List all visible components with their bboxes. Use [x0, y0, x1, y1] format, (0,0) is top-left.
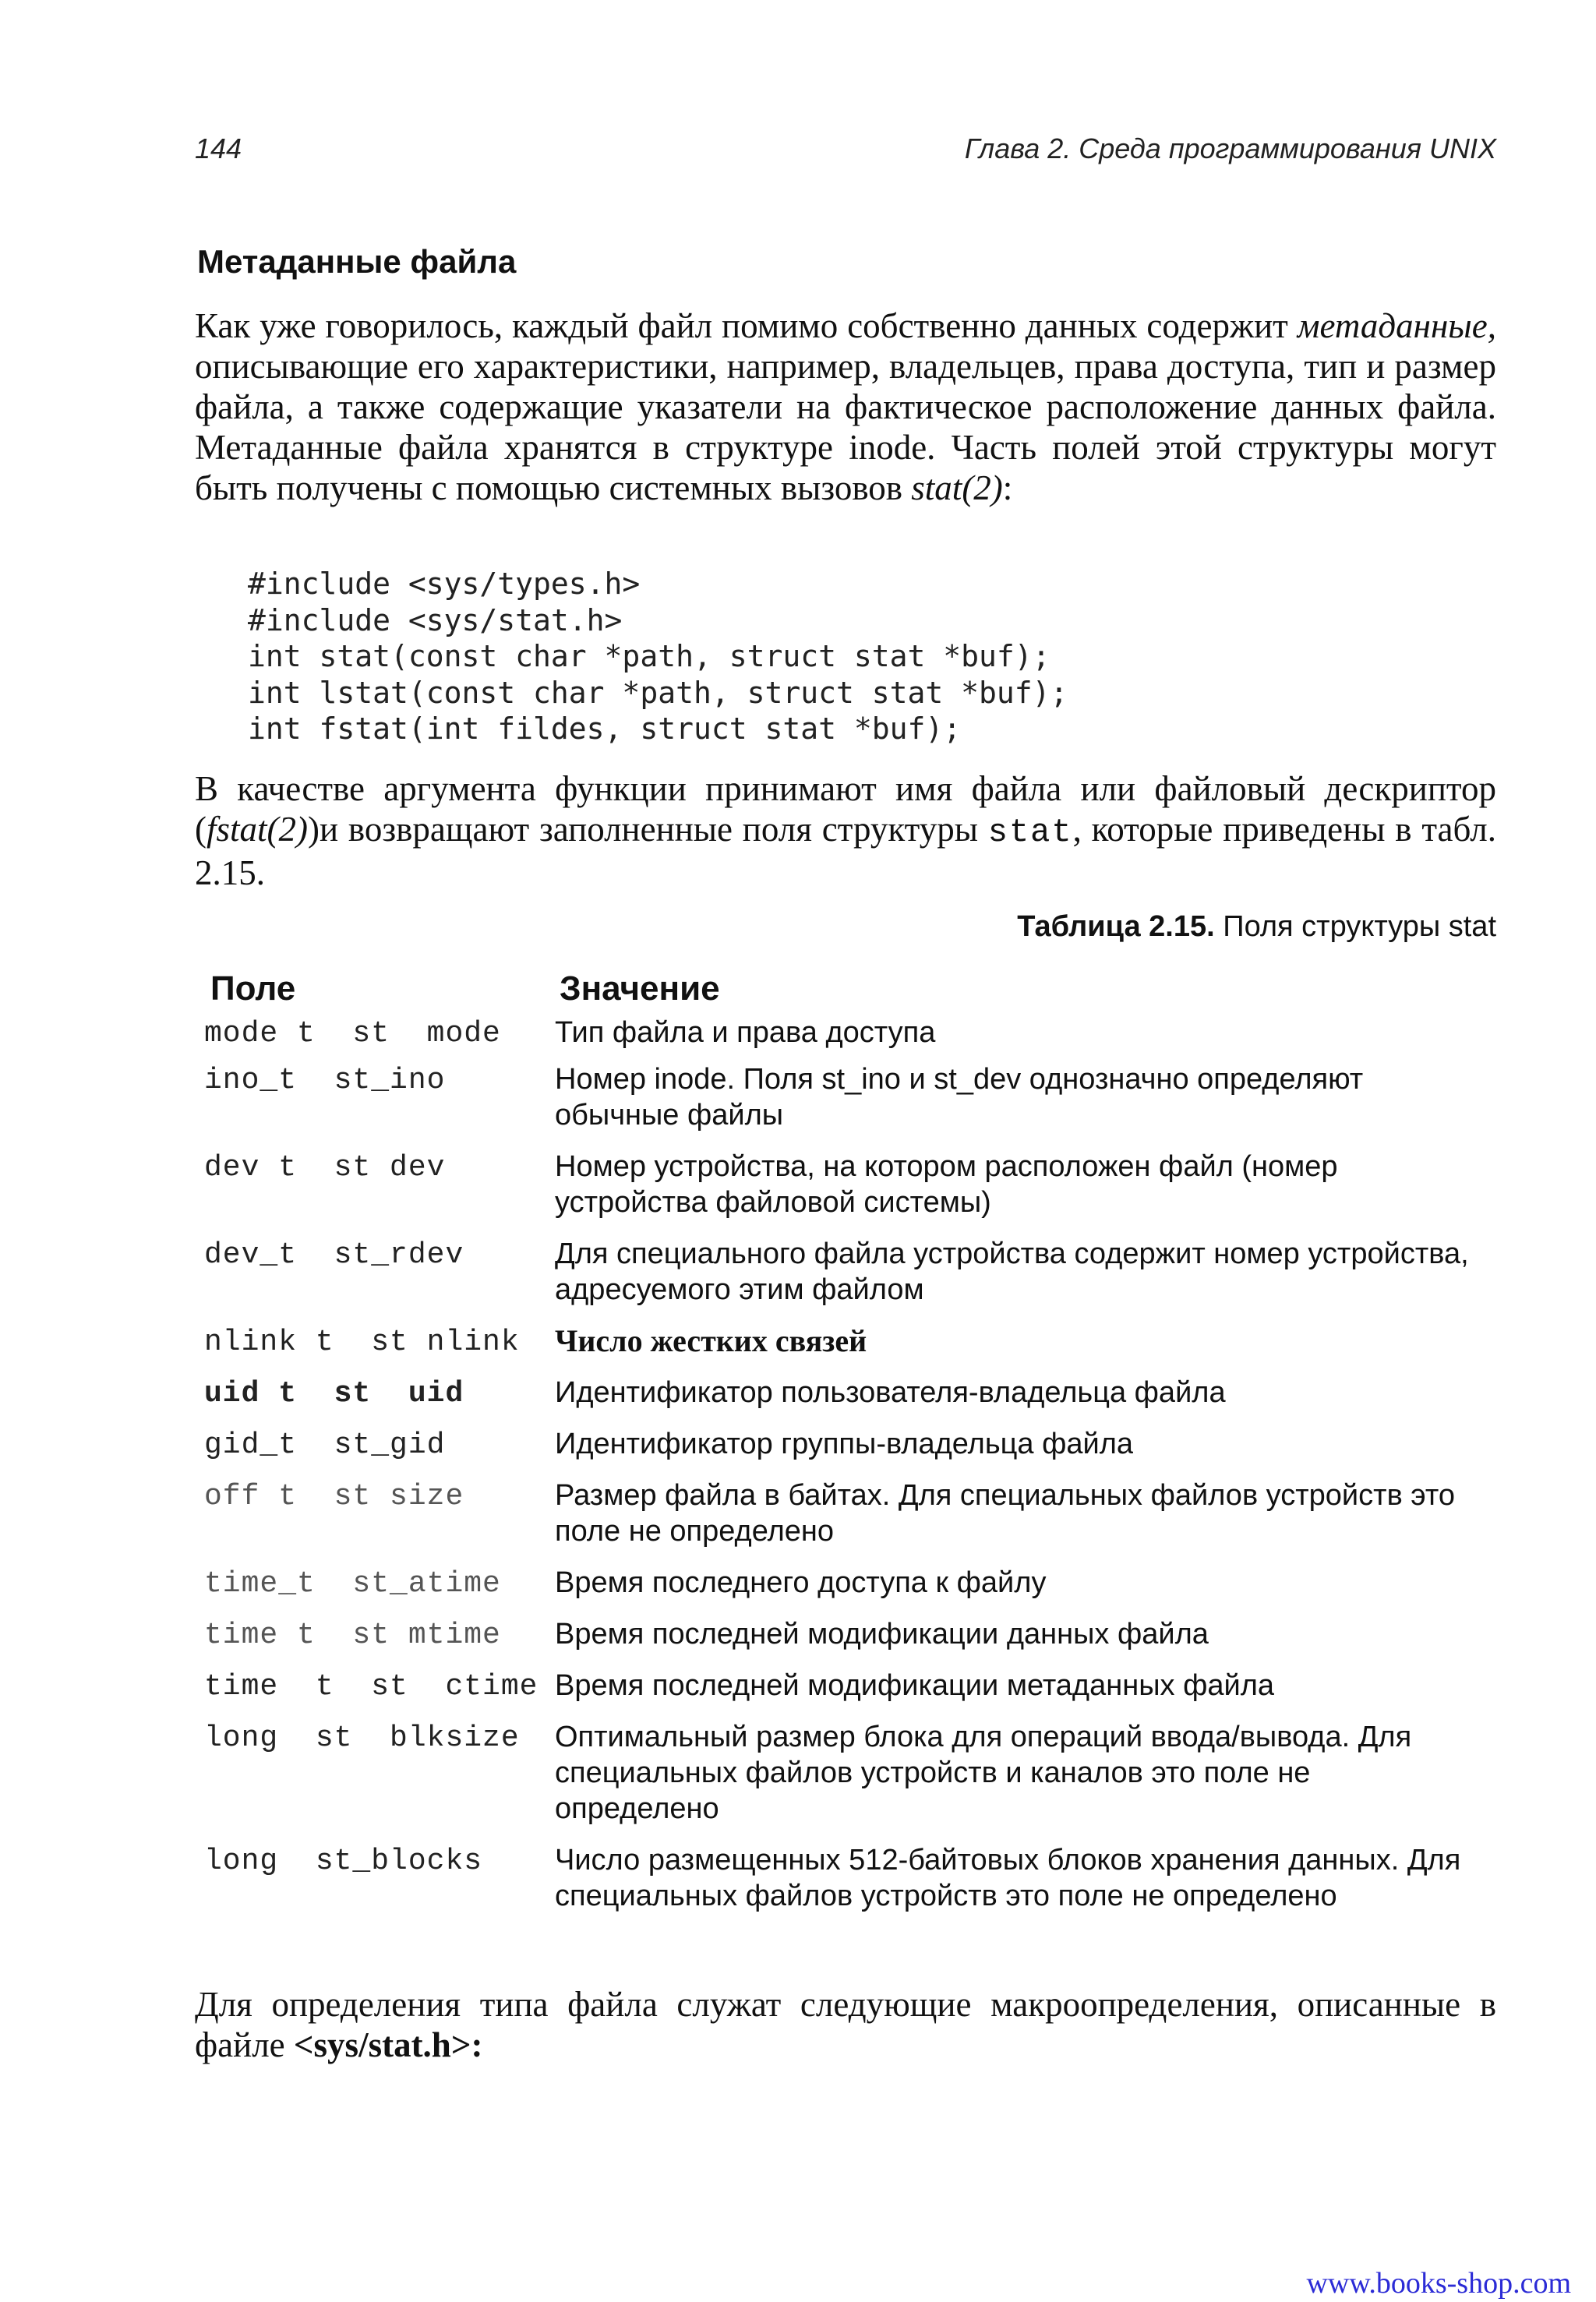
code-line: int stat(const char *path, struct stat *buf); [248, 639, 1050, 673]
table-row [204, 1149, 1498, 1236]
table-row [204, 1375, 1498, 1426]
table-row [204, 1719, 1498, 1842]
field-cell: nlink t st nlink [204, 1326, 520, 1359]
paragraph-text: Как уже говорилось, каждый файл помимо собственно данных содержит [195, 306, 1298, 345]
chapter-title: Глава 2. Среда программирования UNIX [964, 132, 1496, 164]
field-cell: long st_blocks [204, 1845, 483, 1878]
field-cell: time_t st_atime [204, 1567, 501, 1601]
syscall-reference: fstat(2) [207, 810, 308, 849]
table-row [204, 1061, 1498, 1149]
code-line: #include <sys/stat.h> [248, 602, 623, 637]
meaning-cell: Для специального файла устройства содержит номер устройства, адресуемого этим файлом [555, 1238, 1469, 1306]
meaning-cell: Время последнего доступа к файлу [555, 1566, 1047, 1599]
table-caption-label: Таблица 2.15. [1017, 910, 1215, 943]
meaning-cell: Номер inode. Поля st_ino и st_dev однозначно определяют обычные файлы [555, 1063, 1364, 1132]
field-cell: uid t st uid [204, 1377, 464, 1411]
meaning-cell: Тип файла и права доступа [555, 1016, 936, 1049]
meaning-cell: Оптимальный размер блока для операций ввода/вывода. Для специальных файлов устройств и каналов это поле не определено [555, 1721, 1412, 1825]
running-head [195, 125, 1496, 171]
meaning-cell: Идентификатор пользователя-владельца файла [555, 1376, 1226, 1409]
paragraph-text: : [1002, 468, 1013, 507]
field-cell: dev t st dev [204, 1151, 446, 1185]
section-heading: Метаданные файла [197, 243, 517, 280]
meaning-cell: Число жестких связей [555, 1323, 867, 1358]
meaning-cell: Время последней модификации метаданных файла [555, 1669, 1275, 1702]
table-row [204, 1565, 1498, 1616]
meaning-cell: Число размещенных 512-байтовых блоков хранения данных. Для специальных файлов устройств это поле не определено [555, 1844, 1461, 1912]
page-number: 144 [195, 132, 242, 164]
field-cell: time t st mtime [204, 1619, 501, 1652]
meaning-cell: Размер файла в байтах. Для специальных файлов устройств это поле не определено [555, 1479, 1455, 1548]
paragraph-intro [195, 305, 1496, 508]
table-row [204, 1236, 1498, 1323]
emphasized-term: метаданные, [1297, 306, 1496, 345]
meaning-cell: Номер устройства, на котором расположен файл (номер устройства файловой системы) [555, 1150, 1338, 1219]
column-header-meaning: Значение [560, 969, 720, 1008]
field-cell: time t st ctime [204, 1670, 538, 1704]
table-row [204, 1616, 1498, 1668]
table-row [204, 1842, 1498, 1930]
table-row [204, 1478, 1498, 1565]
field-cell: off t st size [204, 1480, 464, 1513]
table-caption [1017, 910, 1496, 944]
paragraph-arguments [195, 768, 1496, 893]
paragraph-text: , которые приведены в табл. 2.15. [195, 810, 1496, 892]
paragraph-text: Для определения типа файла служат следующие макроопределения, описанные в файле [195, 1985, 1496, 2064]
struct-name: stat [987, 814, 1073, 851]
code-line: int lstat(const char *path, struct stat *buf); [248, 675, 1068, 710]
code-line: #include <sys/types.h> [248, 567, 641, 601]
table-row [204, 1323, 1498, 1375]
table-header-row [204, 963, 1498, 1015]
column-header-field: Поле [210, 969, 296, 1008]
syscall-reference: stat(2) [911, 468, 1003, 507]
table-row [204, 1668, 1498, 1719]
table-row [204, 1426, 1498, 1478]
field-cell: mode t st mode [204, 1017, 501, 1050]
paragraph-macros [195, 1984, 1496, 2065]
meaning-cell: Идентификатор группы-владельца файла [555, 1428, 1134, 1460]
field-cell: long st blksize [204, 1721, 520, 1755]
paragraph-text: В качестве аргумента функции принимают имя файла или файловый дескриптор ( [195, 769, 1496, 849]
code-line: int fstat(int fildes, struct stat *buf); [248, 711, 962, 746]
table-caption-text: Поля структуры stat [1214, 910, 1496, 943]
field-cell: dev_t st_rdev [204, 1238, 464, 1272]
stat-fields-table [204, 963, 1498, 1930]
meaning-cell: Время последней модификации данных файла [555, 1618, 1209, 1651]
paragraph-text: )и возвращают заполненные поля структуры [308, 810, 988, 849]
code-listing [248, 566, 1068, 747]
field-cell: ino_t st_ino [204, 1064, 446, 1097]
field-cell: gid_t st_gid [204, 1428, 446, 1462]
paragraph-text: описывающие его характеристики, например, владельцев, права доступа, тип и размер файла, а также содержащие указатели на фактическое расположение данных файла. Метаданные файла хранятся в структуре inode. Часть полей этой структуры могут быть получены с помощью системных вызовов [195, 347, 1496, 507]
watermark-link[interactable]: www.books-shop.com [1306, 2267, 1571, 2300]
header-file-name: <sys/stat.h>: [293, 2025, 483, 2064]
table-row [204, 1015, 1498, 1061]
